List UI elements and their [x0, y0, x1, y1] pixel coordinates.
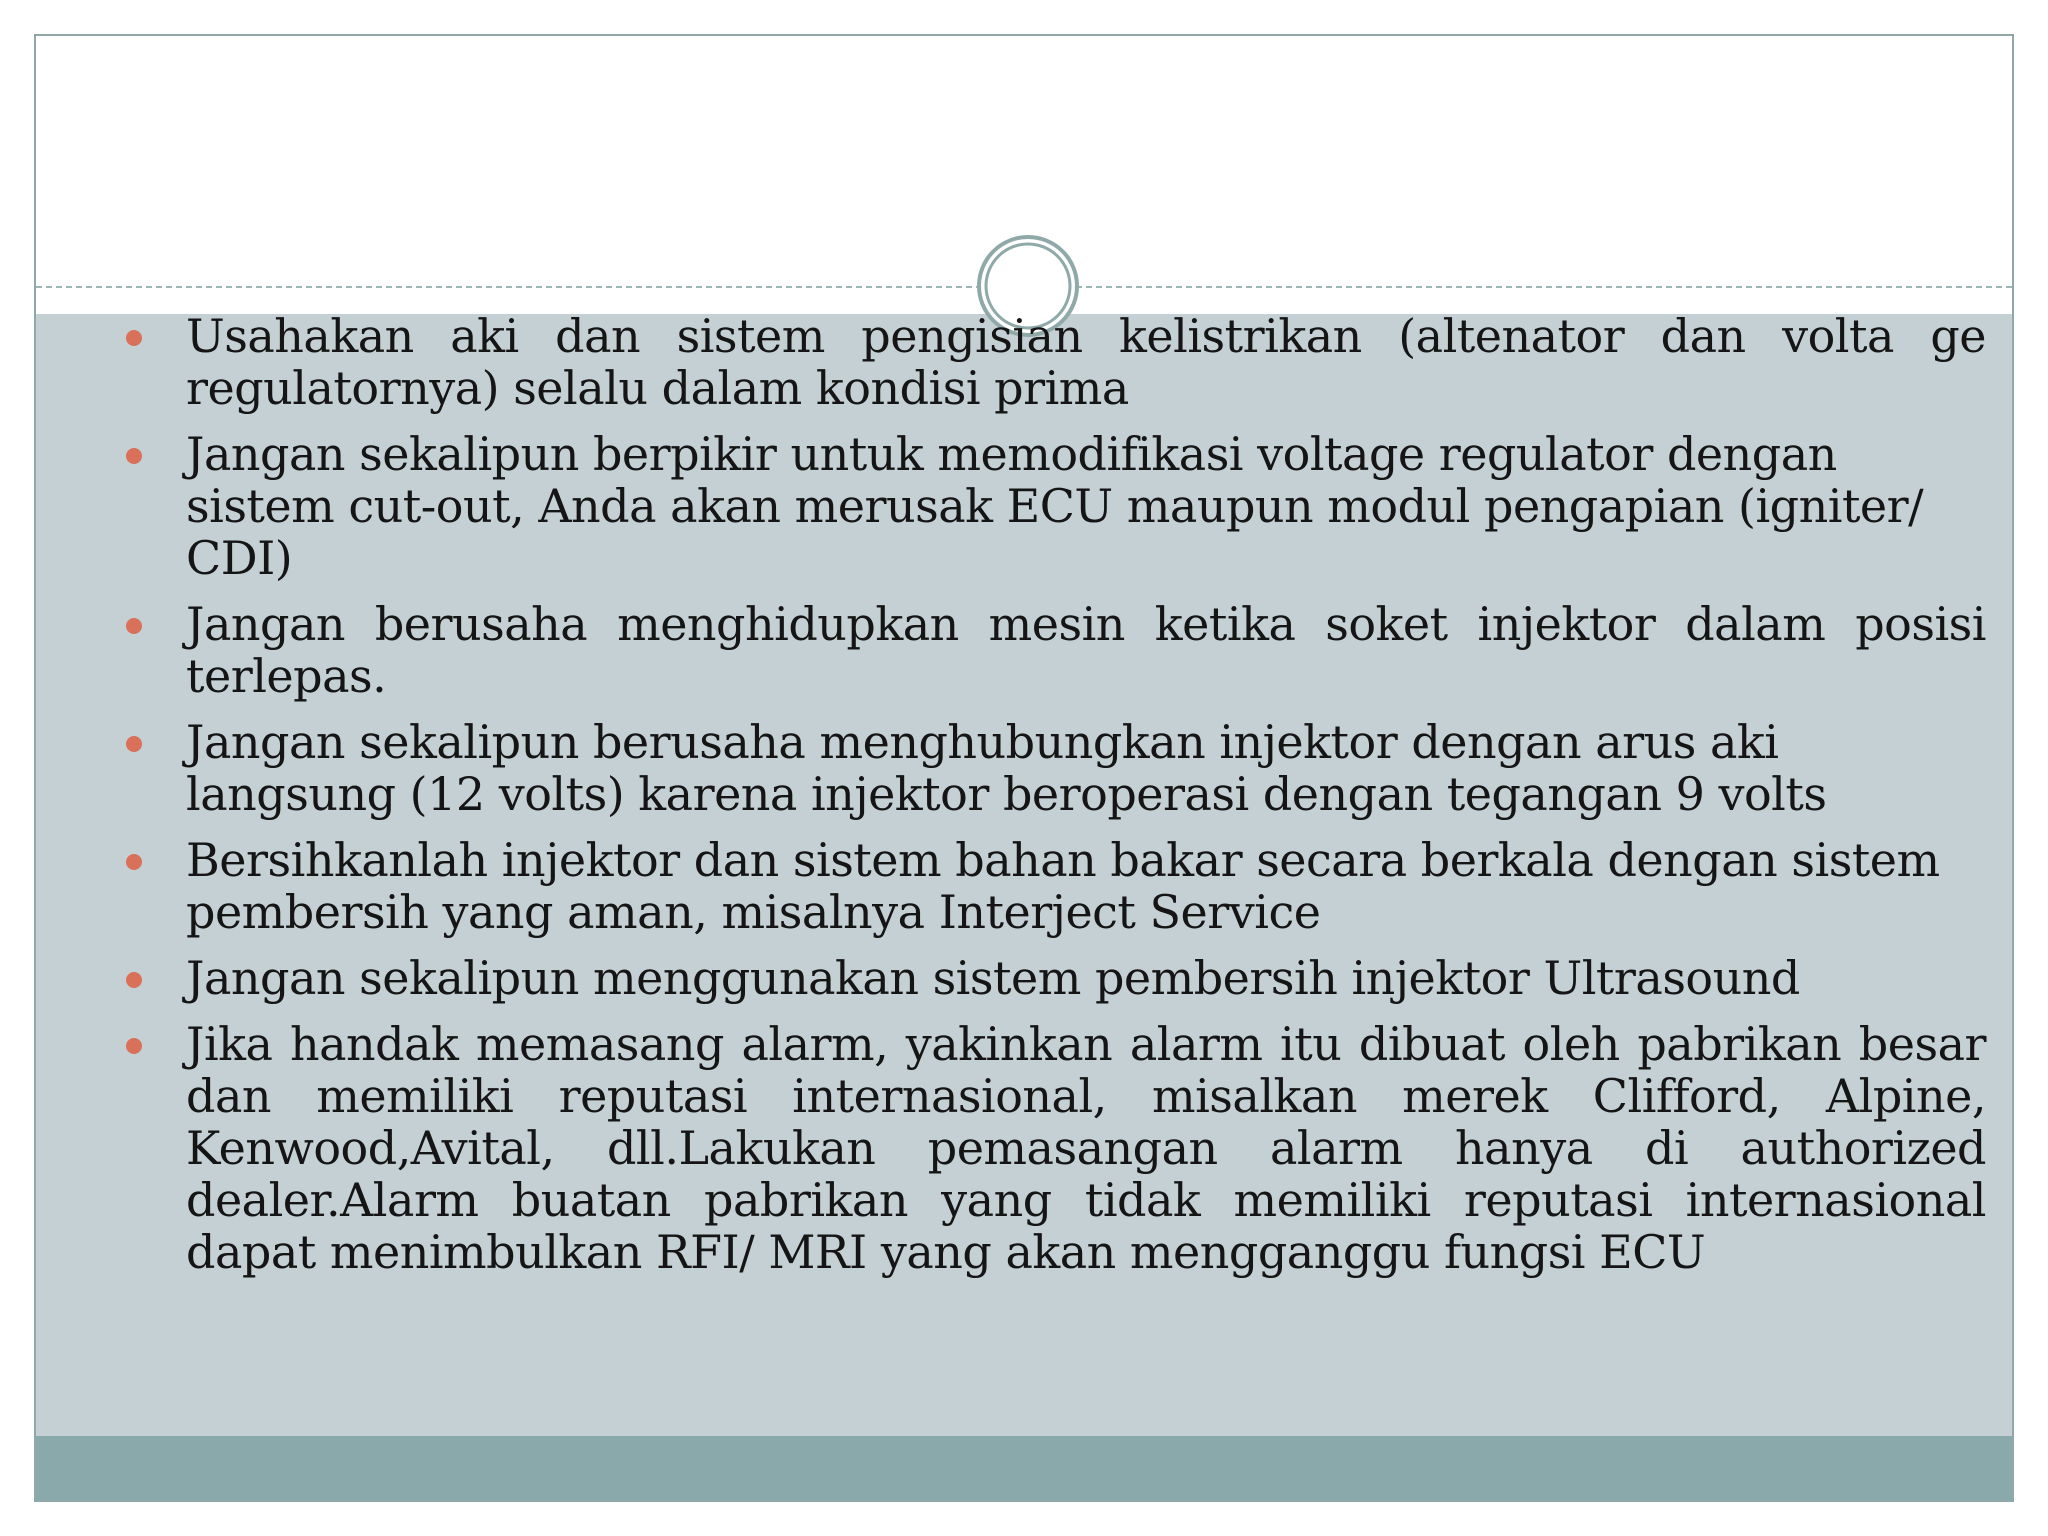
bullet-list [152, 310, 1986, 1278]
bullet-text: Usahakan aki dan sistem pengisian kelistrikan (altenator dan volta ge regulatornya) selalu dalam kondisi prima [186, 309, 1986, 415]
bullet-text: Jangan berusaha menghidupkan mesin ketika soket injektor dalam posisi terlepas. [186, 597, 1986, 703]
bullet-dot-icon [126, 1038, 142, 1054]
bullet-item [152, 310, 1986, 414]
slide [34, 34, 2014, 1502]
footer-bar [36, 1436, 2012, 1502]
bullet-dot-icon [126, 854, 142, 870]
bullet-item [152, 1018, 1986, 1278]
bullet-text: Jangan sekalipun menggunakan sistem pembersih injektor Ultrasound [186, 951, 1800, 1005]
bullet-dot-icon [126, 330, 142, 346]
bullet-dot-icon [126, 448, 142, 464]
bullet-item [152, 952, 1986, 1004]
bullet-dot-icon [126, 736, 142, 752]
bullet-item [152, 428, 1986, 584]
bullet-text: Jika handak memasang alarm, yakinkan alarm itu dibuat oleh pabrikan besar dan memiliki reputasi internasional, misalkan merek Clifford, Alpine, Kenwood,Avital, dll.Lakukan pemasangan alarm hanya di authorized dealer.Alarm buatan pabrikan yang tidak memiliki reputasi internasional dapat menimbulkan RFI/ MRI yang akan mengganggu fungsi ECU [186, 1017, 1986, 1279]
bullet-dot-icon [126, 618, 142, 634]
bullet-text: Jangan sekalipun berusaha menghubungkan injektor dengan arus aki langsung (12 volts) karena injektor beroperasi dengan tegangan 9 volts [186, 715, 1827, 821]
bullet-item [152, 598, 1986, 702]
bullet-text: Bersihkanlah injektor dan sistem bahan bakar secara berkala dengan sistem pembersih yang aman, misalnya Interject Service [186, 833, 1940, 939]
bullet-item [152, 834, 1986, 938]
bullet-text: Jangan sekalipun berpikir untuk memodifikasi voltage regulator dengan sistem cut-out, Anda akan merusak ECU maupun modul pengapian (igniter/ CDI) [186, 427, 1924, 585]
bullet-dot-icon [126, 972, 142, 988]
slide-content [152, 310, 1986, 1292]
bullet-item [152, 716, 1986, 820]
